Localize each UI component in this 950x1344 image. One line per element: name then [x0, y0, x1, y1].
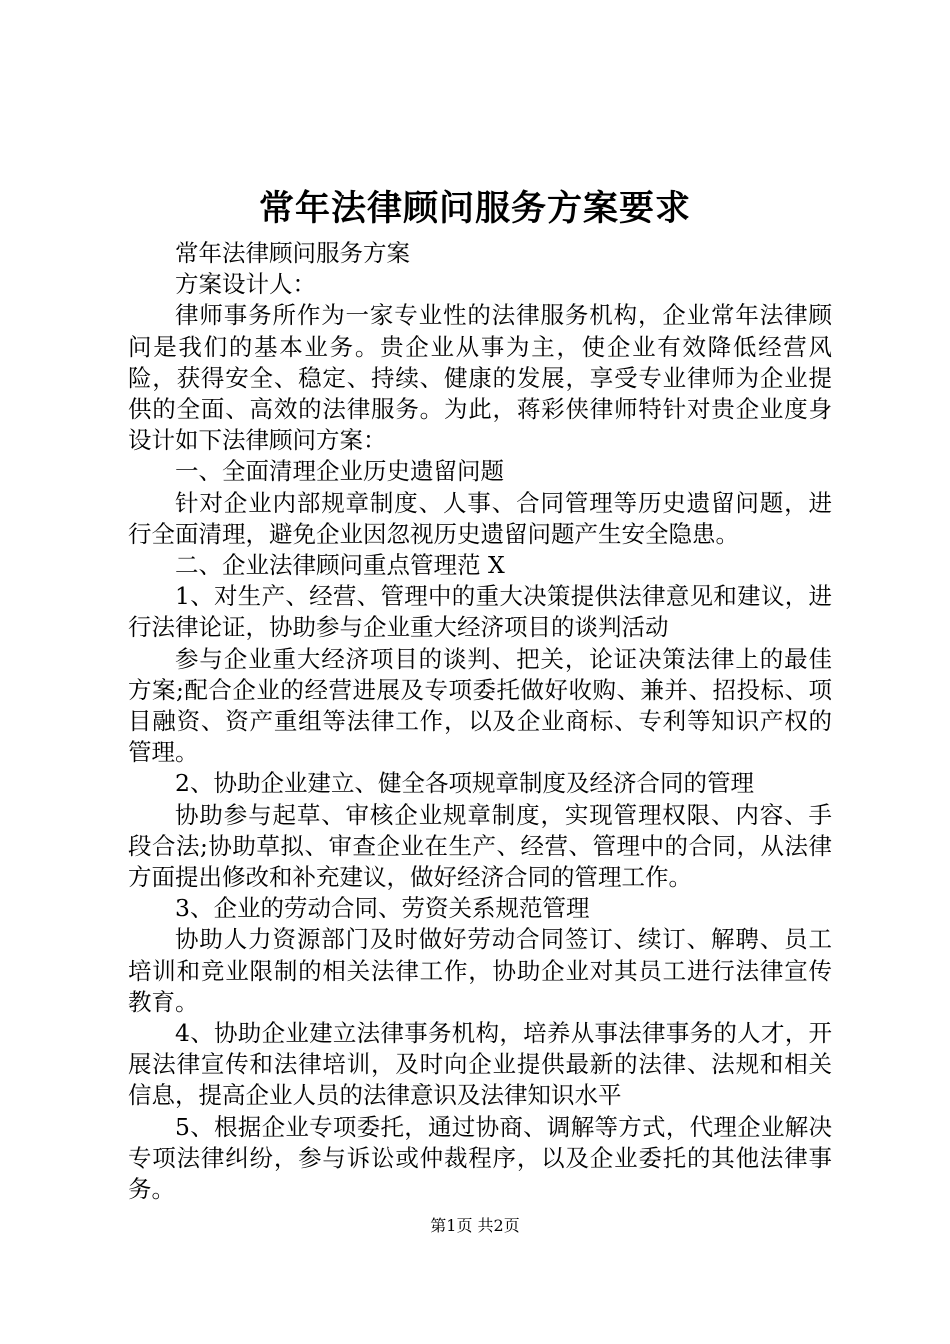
list-item: 1、对生产、经营、管理中的重大决策提供法律意见和建议，进行法律论证，协助参与企业重大经济项目的谈判活动	[128, 582, 832, 642]
paragraph: 方案设计人：	[175, 270, 316, 299]
section-heading: 二、企业法律顾问重点管理范 X	[175, 551, 505, 580]
list-item: 2、协助企业建立、健全各项规章制度及经济合同的管理	[175, 769, 754, 798]
paragraph: 常年法律顾问服务方案	[175, 239, 410, 267]
paragraph: 参与企业重大经济项目的谈判、把关，论证决策法律上的最佳方案;配合企业的经营进展及专项委托做好收购、兼并、招投标、项目融资、资产重组等法律工作，以及企业商标、专利等知识产权的管理。	[128, 644, 832, 767]
paragraph: 针对企业内部规章制度、人事、合同管理等历史遗留问题，进行全面清理，避免企业因忽视历史遗留问题产生安全隐患。	[128, 488, 832, 548]
list-item: 4、协助企业建立法律事务机构，培养从事法律事务的人才，开展法律宣传和法律培训，及时向企业提供最新的法律、法规和相关信息，提高企业人员的法律意识及法律知识水平	[128, 1019, 832, 1110]
page-footer: 第1页 共2页	[430, 1216, 520, 1235]
paragraph: 律师事务所作为一家专业性的法律服务机构，企业常年法律顾问是我们的基本业务。贵企业从事为主，使企业有效降低经营风险，获得安全、稳定、持续、健康的发展，享受专业律师为企业提供的全面、高效的法律服务。为此，蒋彩侠律师特针对贵企业度身设计如下法律顾问方案：	[128, 301, 832, 455]
document-body	[128, 238, 832, 1205]
document-title: 常年法律顾问服务方案要求	[258, 188, 691, 229]
list-item: 5、根据企业专项委托，通过协商、调解等方式，代理企业解决专项法律纠纷，参与诉讼或仲裁程序，以及企业委托的其他法律事务。	[128, 1112, 832, 1204]
paragraph: 协助人力资源部门及时做好劳动合同签订、续订、解聘、员工培训和竞业限制的相关法律工作，协助企业对其员工进行法律宣传教育。	[128, 925, 832, 1016]
list-item: 3、企业的劳动合同、劳资关系规范管理	[175, 894, 590, 923]
paragraph: 协助参与起草、审核企业规章制度，实现管理权限、内容、手段合法;协助草拟、审查企业在生产、经营、管理中的合同，从法律方面提出修改和补充建议，做好经济合同的管理工作。	[128, 800, 832, 892]
section-heading: 一、全面清理企业历史遗留问题	[175, 457, 504, 486]
